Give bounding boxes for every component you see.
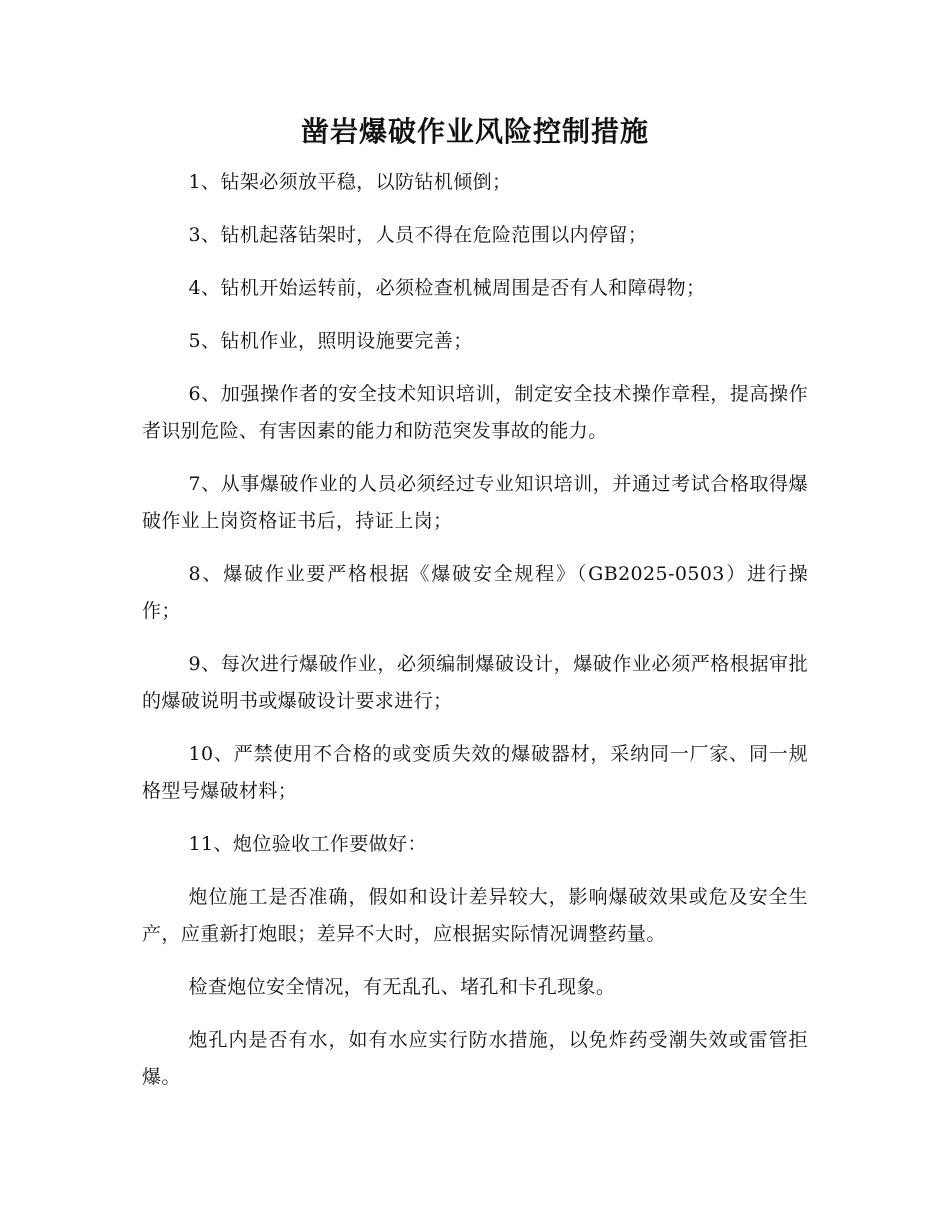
paragraph-1: 1、钻架必须放平稳，以防钻机倾倒；	[188, 171, 512, 193]
paragraph-5: 6、加强操作者的安全技术知识培训，制定安全技术操作章程，提高操作者识别危险、有害因素的能力和防范突发事故的能力。	[142, 383, 808, 442]
paragraph-12: 检查炮位安全情况，有无乱孔、堵孔和卡孔现象。	[188, 976, 616, 998]
paragraph-3: 4、钻机开始运转前，必须检查机械周围是否有人和障碍物；	[188, 277, 706, 299]
paragraph-7: 8、爆破作业要严格根据《爆破安全规程》（GB2025-0503）进行操作；	[142, 563, 808, 622]
paragraph-11: 炮位施工是否准确，假如和设计差异较大，影响爆破效果或危及安全生产，应重新打炮眼；差异不大时，应根据实际情况调整药量。	[142, 886, 808, 945]
document-body	[142, 164, 808, 1112]
paragraph-6: 7、从事爆破作业的人员必须经过专业知识培训，并通过考试合格取得爆破作业上岗资格证书后，持证上岗；	[142, 473, 808, 532]
paragraph-10: 11、炮位验收工作要做好：	[188, 833, 427, 855]
paragraph-2: 3、钻机起落钻架时，人员不得在危险范围以内停留；	[188, 224, 648, 246]
paragraph-4: 5、钻机作业，照明设施要完善；	[188, 330, 473, 352]
paragraph-13: 炮孔内是否有水，如有水应实行防水措施，以免炸药受潮失效或雷管拒爆。	[142, 1029, 808, 1088]
paragraph-9: 10、严禁使用不合格的或变质失效的爆破器材，采纳同一厂家、同一规格型号爆破材料；	[142, 743, 808, 802]
paragraph-8: 9、每次进行爆破作业，必须编制爆破设计，爆破作业必须严格根据审批的爆破说明书或爆破设计要求进行；	[142, 653, 808, 712]
document-title: 凿岩爆破作业风险控制措施	[300, 115, 649, 148]
